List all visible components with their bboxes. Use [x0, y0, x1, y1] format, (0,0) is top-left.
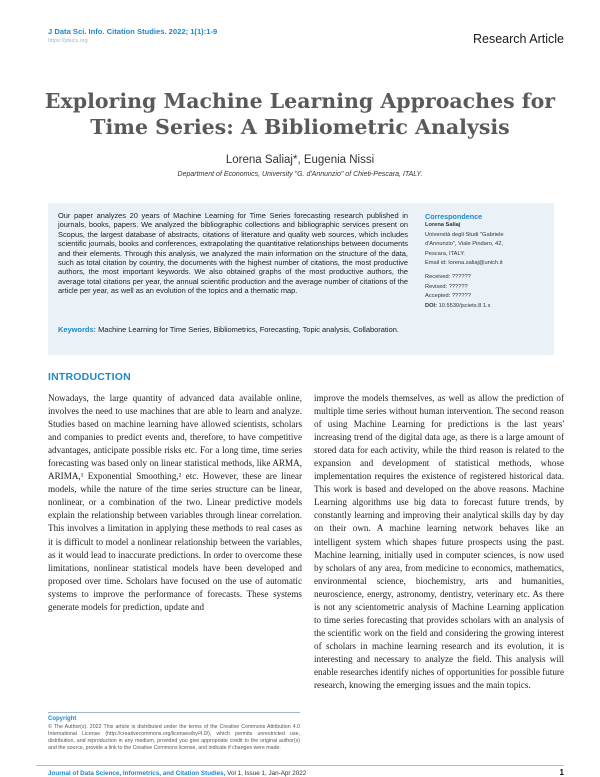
footer-issue: Vol 1, Issue 1, Jan-Apr 2022: [225, 770, 307, 777]
keywords-label: Keywords:: [58, 325, 97, 334]
doi: [425, 302, 550, 311]
revised-date: Revised: ??????: [425, 283, 468, 290]
page-number: 1: [559, 768, 564, 777]
copyright-heading: Copyright: [48, 716, 77, 722]
received-date: Received: ??????: [425, 274, 471, 281]
abstract-text: Our paper analyzes 20 years of Machine Learning for Time Series forecasting research published in journals, books, papers. We analyzed the bibliographic collections and bibliographic services present on Scopus, the largest database of abstracts, citations of literature and quality web sources, which includes scientific journals, books and conferences, extrapolating the quantitative relationships between documents and their elements. Through this analysis, we analyzed the main information on the structure of the data, such as total citation by country, the documents with the highest number of citations, the most productive authors, the most important keywords. We also obtained graphs of the most productive authors, the average total citations per year, the annual scientific production and the average number of citations of the article per year, as well as an evolution of the topics and a thematic map.: [58, 211, 408, 296]
correspondence-block: [425, 212, 550, 311]
journal-citation-line: J Data Sci. Info. Citation Studies. 2022; 1(1):1-9: [48, 27, 218, 36]
author-affiliation: Department of Economics, University "G. d'Annunzio" of Chieti-Pescara, ITALY.: [177, 171, 423, 178]
correspondence-heading: Correspondence: [425, 212, 483, 221]
footer-journal-name: Journal of Data Science, Informetrics, and Citation Studies,: [48, 770, 226, 777]
introduction-left-column: Nowadays, the large quantity of advanced data available online, involves the need to use machines that are able to learn and analyze. Studies based on machine learning have allowed scientists, scholars and companies to predict events and, therefore, to have competitive advantages, anticipate possible risks etc. For a long time, time series forecasting was based only on linear statistical methods, like ARMA, ARIMA,¹ Exponential Smoothing,² etc. However, these are linear models, while the nature of the time series structure can be linear, nonlinear, or a combination of the two. Linear predictive models explain the relationship between variables through linear correlation. This involves a limitation in applying these methods to real cases as it is difficult to model a nonlinear relationship between the variables, as it would lead to inaccurate predictions. In order to overcome these limitations, nonlinear statistical models have been developed and proposed over time. Scholars have focused on the use of automatic systems to improve the performance of forecasts. These systems generate models for prediction, update and: [48, 393, 302, 612]
article-type-label: Research Article: [472, 32, 564, 46]
correspondence-address-3: Pescara, ITALY.: [425, 250, 465, 257]
article-title: Exploring Machine Learning Approaches for Time Series: A Bibliometric Analysis: [44, 89, 556, 139]
introduction-right-column: improve the models themselves, as well as allow the prediction of multiple time series without human intervention. The second reason of using Machine Learning for predictions is the last years' increasing trend of the digital data age, as there is a large amount of stored data for each activity, while the third reason is related to the expansion and development of statistical methods, whose implementation requires the existence of registered historical data. This work is based and developed on the above reasons. Machine Learning algorithms use big data to forecast future trends, by constantly learning and improving their analytical skills day by day on their own. A machine learning network behaves like an intelligent system which shapes future prospects using the past. Machine learning, initially used in computer sciences, is now used by scholars of any area, from medicine to economics, mathematics, environmental science, biochemistry, arts and humanities, neuroscience, energy, astronomy, dentistry, veterinary etc. As there is not any scientometric analysis of Machine Learning application to time series forecasting that provides scholars with an analysis of the scientific work on the field and considering the growing interest of scholars in machine learning research and its evolution, it is interesting and necessary to analyze the field. This analysis will enable researches identify niches of opportunities for possible future research, knowing the emerging issues and the main topics.: [314, 393, 564, 691]
correspondence-address-2: d'Annunzio", Viale Pindaro, 42,: [425, 241, 503, 248]
article-authors: Lorena Saliaj*, Eugenia Nissi: [225, 154, 375, 166]
accepted-date: Accepted: ??????: [425, 293, 471, 300]
introduction-heading: INTRODUCTION: [48, 371, 131, 383]
doi-label: DOI:: [425, 302, 438, 309]
correspondence-address-1: Università degli Studi "Gabriele: [425, 231, 504, 238]
correspondence-name: Lorena Saliaj: [425, 222, 461, 229]
footer-divider: [36, 765, 564, 766]
copyright-text: © The Author(s). 2022 This article is distributed under the terms of the Creative Commons Attribution 4.0 International License (http://creativecommons.org/licenses/by/4.0/), which permits unrestricted use, distribution, and reproduction in any medium, provided you give appropriate credit to the original author(s) and the source, provide a link to the Creative Commons license, and indicate if changes were made.: [48, 724, 300, 752]
keywords-list: Machine Learning for Time Series, Bibliometrics, Forecasting, Topic analysis, Collaboration.: [98, 325, 399, 334]
correspondence-email[interactable]: Email id: lorena.saliaj@unich.it: [425, 260, 503, 267]
doi-value[interactable]: 10.5530/jsciets.8.1.x: [438, 302, 491, 309]
copyright-divider: [48, 712, 300, 713]
journal-url[interactable]: https://jdsics.org: [48, 38, 88, 44]
keywords: [58, 325, 408, 334]
